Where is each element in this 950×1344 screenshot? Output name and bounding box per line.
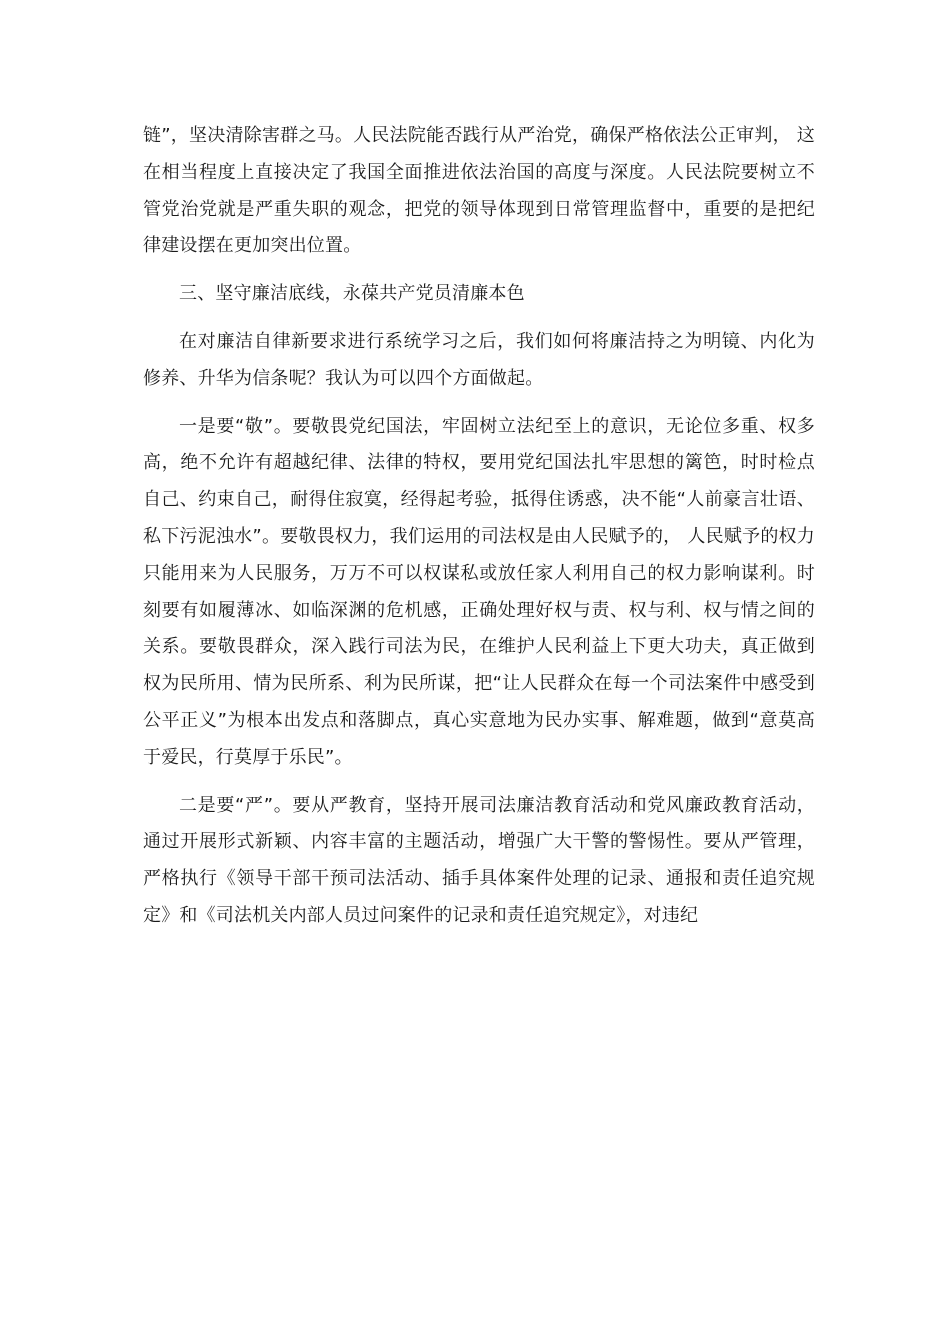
section-heading: 三、坚守廉洁底线，永葆共产党员清廉本色	[179, 283, 525, 305]
document-body	[143, 118, 815, 935]
paragraph-point-strict: 二是要“严”。要从严教育，坚持开展司法廉洁教育活动和党风廉政教育活动，通过开展形式新颖、内容丰富的主题活动，增强广大干警的警惕性。要从严管理，严格执行《领导干部干预司法活动、插手具体案件处理的记录、通报和责任追究规定》和《司法机关内部人员过问案件的记录和责任追究规定》，对违纪	[143, 794, 815, 926]
paragraph-intro: 在对廉洁自律新要求进行系统学习之后，我们如何将廉洁持之为明镜、内化为修养、升华为信条呢？我认为可以四个方面做起。	[143, 330, 815, 389]
paragraph-continuation: 链”，坚决清除害群之马。人民法院能否践行从严治党，确保严格依法公正审判， 这在相当程度上直接决定了我国全面推进依法治国的高度与深度。人民法院要树立不管党治党就是严重失职的观念，把党的领导体现到日常管理监督中，重要的是把纪律建设摆在更加突出位置。	[143, 125, 815, 257]
paragraph-point-respect: 一是要“敬”。要敬畏党纪国法，牢固树立法纪至上的意识，无论位多重、权多高，绝不允许有超越纪律、法律的特权，要用党纪国法扎牢思想的篱笆，时时检点自己、约束自己，耐得住寂寞，经得起考验，抵得住诱惑，决不能“人前豪言壮语、私下污泥浊水”。要敬畏权力，我们运用的司法权是由人民赋予的， 人民赋予的权力只能用来为人民服务，万万不可以权谋私或放任家人利用自己的权力影响谋利。时刻要有如履薄冰、如临深渊的危机感，正确处理好权与责、权与利、权与情之间的关系。要敬畏群众，深入践行司法为民，在维护人民利益上下更大功夫，真正做到权为民所用、情为民所系、利为民所谋，把“让人民群众在每一个司法案件中感受到公平正义”为根本出发点和落脚点，真心实意地为民办实事、解难题，做到“意莫高于爱民，行莫厚于乐民”。	[143, 415, 815, 768]
